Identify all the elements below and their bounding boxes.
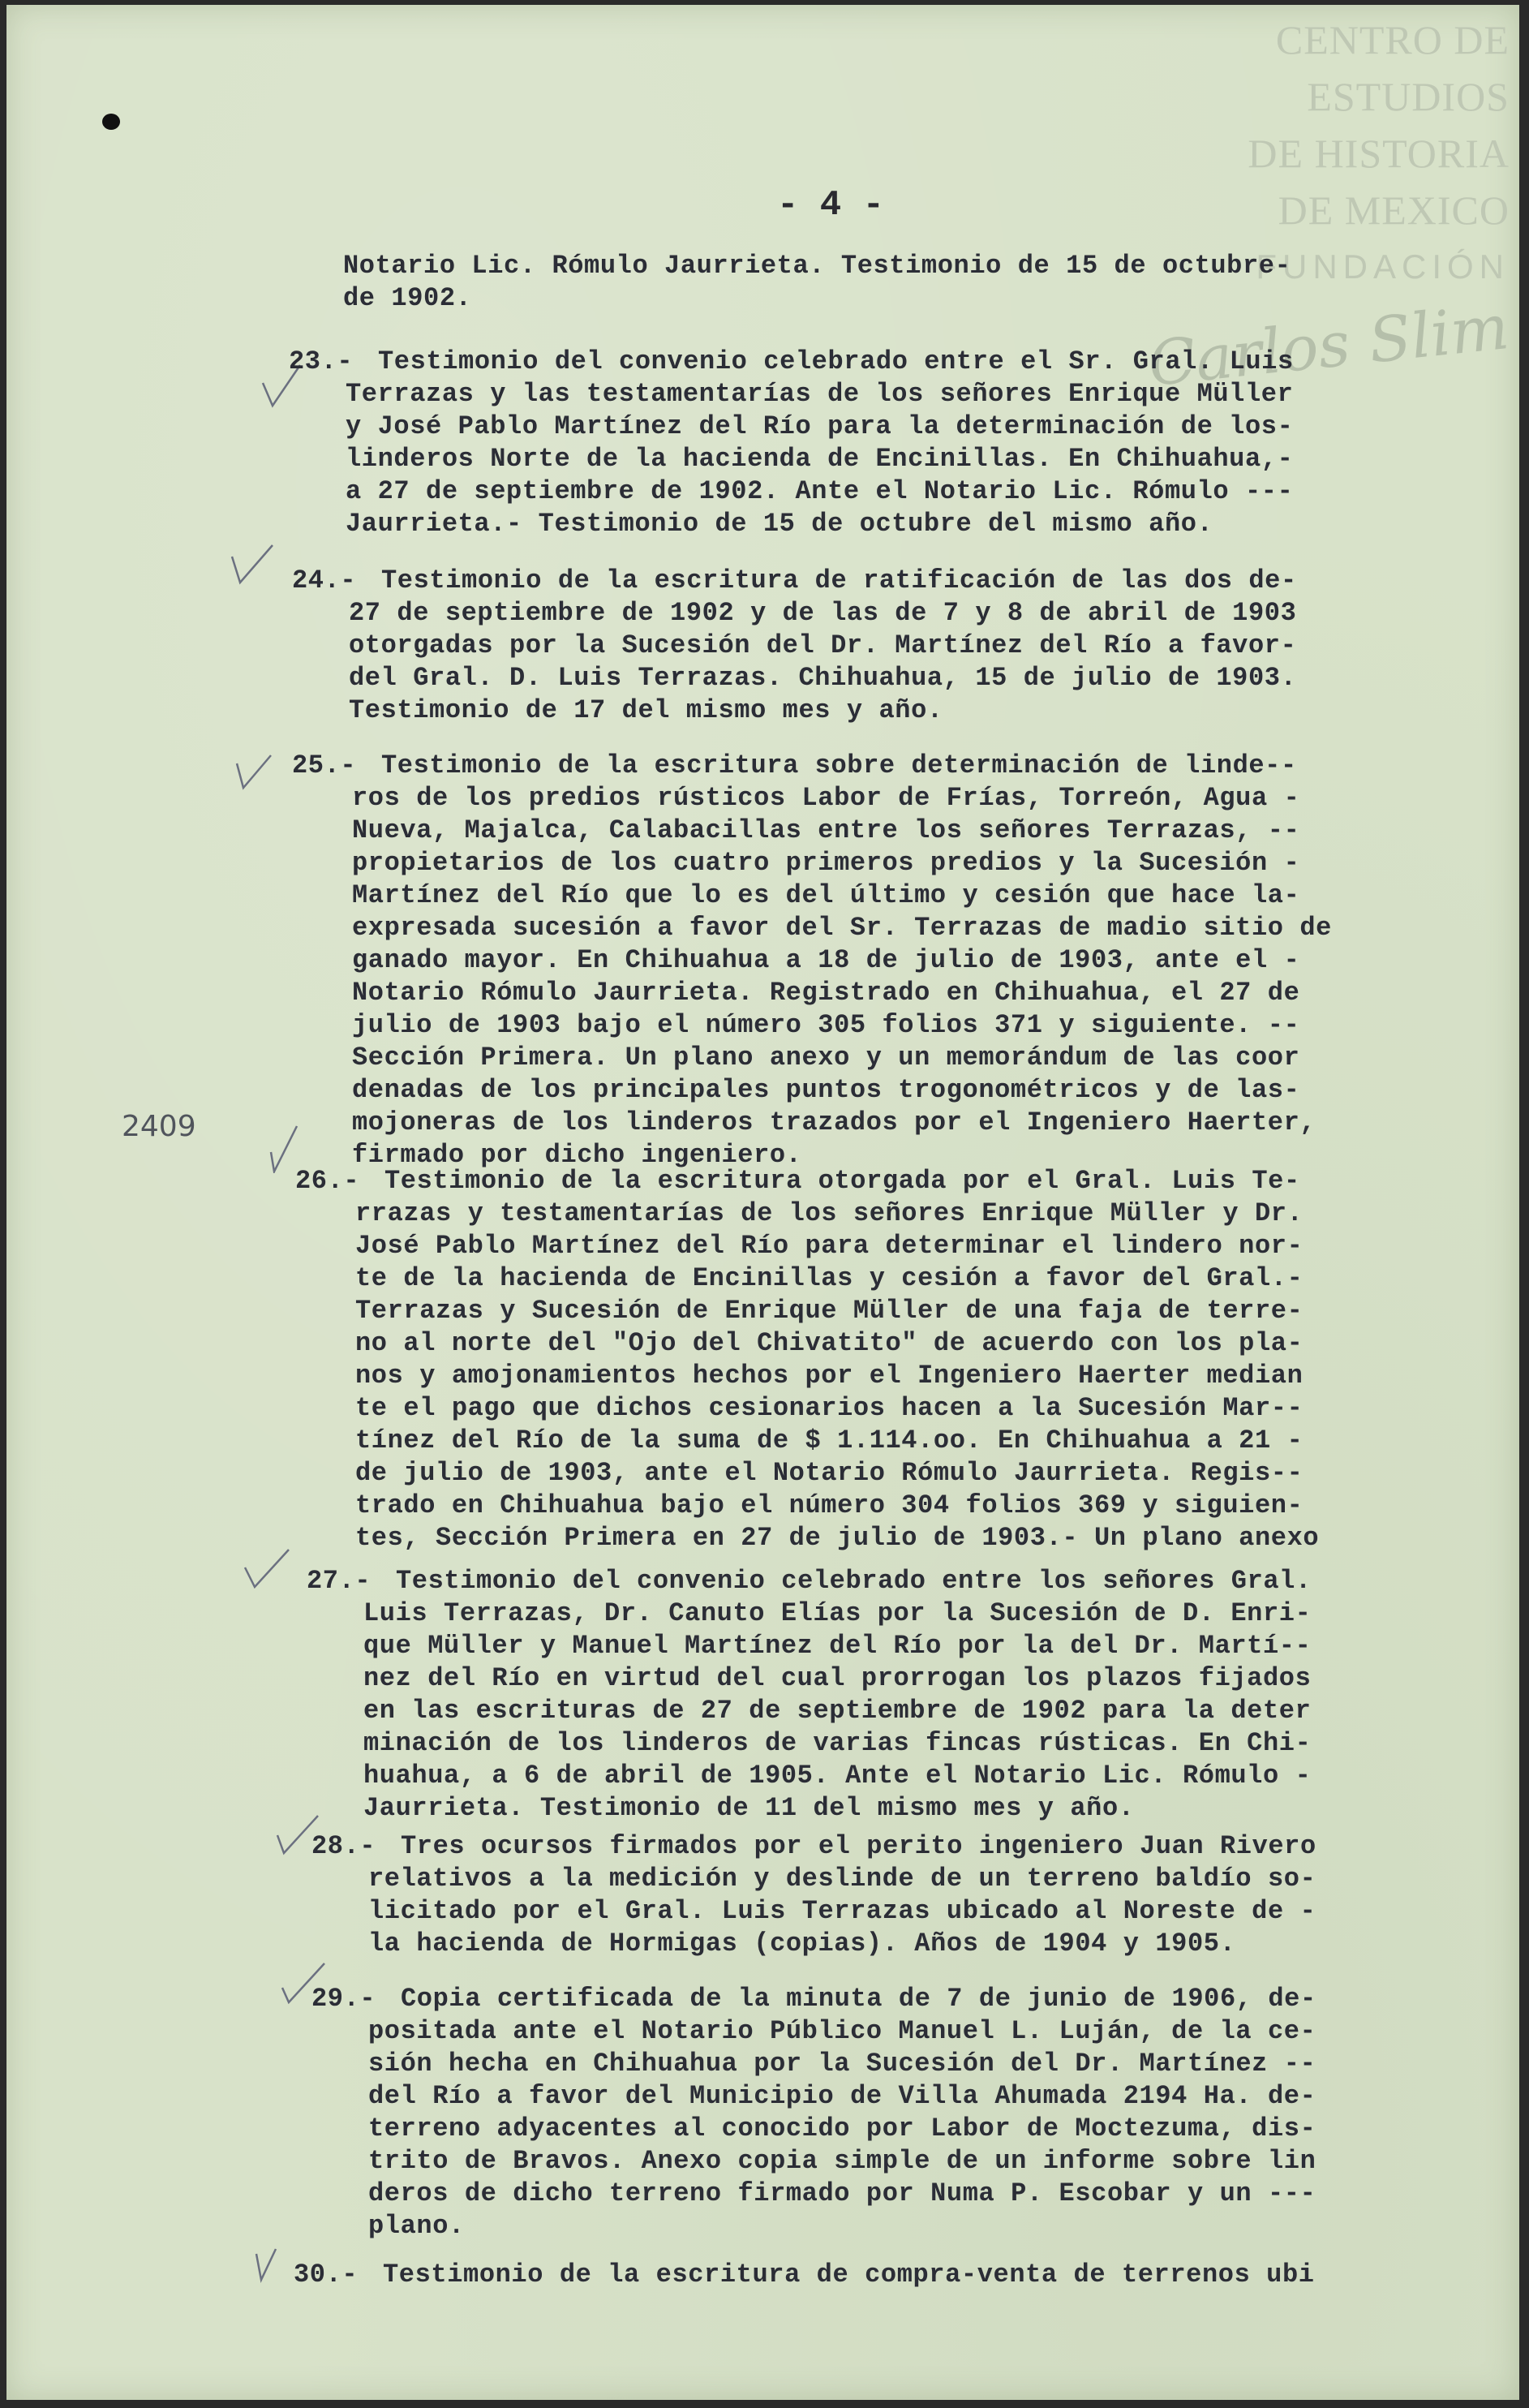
entry-line: Testimonio de la escritura sobre determinación de linde--: [381, 750, 1297, 780]
entry-line: otorgadas por la Sucesión del Dr. Martínez del Río a favor-: [349, 630, 1297, 660]
entry-line: Nueva, Majalca, Calabacillas entre los señores Terrazas, --: [352, 815, 1300, 845]
entry-line: firmado por dicho ingeniero.: [352, 1140, 802, 1170]
lead-in-line: Notario Lic. Rómulo Jaurrieta. Testimonio de 15 de octubre-: [343, 251, 1291, 281]
entry-number: 24.-: [292, 565, 357, 596]
entry-line: propietarios de los cuatro primeros predios y la Sucesión -: [352, 848, 1300, 878]
entry-line: Notario Rómulo Jaurrieta. Registrado en Chihuahua, el 27 de: [352, 978, 1300, 1008]
entry-line: plano.: [368, 2211, 465, 2241]
entry-line: del Gral. D. Luis Terrazas. Chihuahua, 15 de julio de 1903.: [349, 663, 1297, 693]
entry-line: Testimonio del convenio celebrado entre el Sr. Gral. Luis: [378, 346, 1294, 376]
entry-number: 27.-: [307, 1566, 372, 1596]
entry-line: Sección Primera. Un plano anexo y un memorándum de las coor: [352, 1043, 1300, 1073]
entry-line: sión hecha en Chihuahua por la Sucesión del Dr. Martínez --: [368, 2049, 1316, 2079]
entry-line: denadas de los principales puntos trogonométricos y de las-: [352, 1075, 1300, 1105]
entry-line: Testimonio del convenio celebrado entre los señores Gral.: [396, 1566, 1312, 1596]
entry-number: 28.-: [311, 1831, 376, 1861]
entry-line: nez del Río en virtud del cual prorrogan los plazos fijados: [363, 1663, 1312, 1693]
entry-line: nos y amojonamientos hechos por el Ingeniero Haerter median: [355, 1361, 1304, 1391]
entry-line: ros de los predios rústicos Labor de Frías, Torreón, Agua -: [352, 783, 1300, 813]
watermark-line: ESTUDIOS: [1307, 74, 1510, 119]
entry-line: no al norte del "Ojo del Chivatito" de acuerdo con los pla-: [355, 1328, 1304, 1358]
entry-line: huahua, a 6 de abril de 1905. Ante el Notario Lic. Rómulo -: [363, 1761, 1312, 1791]
entry-number: 30.-: [294, 2260, 359, 2290]
entry-line: Tres ocursos firmados por el perito ingeniero Juan Rivero: [401, 1831, 1316, 1861]
entry-line: relativos a la medición y deslinde de un terreno baldío so-: [368, 1864, 1316, 1894]
entry-line: ganado mayor. En Chihuahua a 18 de julio de 1903, ante el -: [352, 945, 1300, 975]
entry-line: la hacienda de Hormigas (copias). Años de 1904 y 1905.: [368, 1929, 1236, 1959]
watermark-line: DE HISTORIA: [1248, 131, 1510, 176]
entry-line: Terrazas y las testamentarías de los señores Enrique Müller: [346, 379, 1294, 409]
watermark-line: FUNDACIÓN: [1256, 247, 1510, 286]
entry-line: 27 de septiembre de 1902 y de las de 7 y 8 de abril de 1903: [349, 598, 1297, 628]
entry-line: de julio de 1903, ante el Notario Rómulo Jaurrieta. Regis--: [355, 1458, 1304, 1488]
entry-line: Jaurrieta. Testimonio de 11 del mismo mes y año.: [363, 1793, 1135, 1823]
entry-number: 29.-: [311, 1984, 376, 2014]
entry-line: linderos Norte de la hacienda de Encinillas. En Chihuahua,-: [346, 444, 1294, 474]
entry-line: en las escrituras de 27 de septiembre de 1902 para la deter: [363, 1696, 1312, 1726]
watermark-line: DE MEXICO: [1278, 187, 1510, 233]
entry-line: minación de los linderos de varias fincas rústicas. En Chi-: [363, 1728, 1312, 1758]
check-mark-icon: [251, 2234, 300, 2283]
check-mark-icon: [230, 747, 279, 796]
check-mark-icon: [242, 1545, 290, 1593]
entry-line: expresada sucesión a favor del Sr. Terrazas de madio sitio de: [352, 913, 1332, 943]
entry-line: Testimonio de la escritura de ratificación de las dos de-: [381, 565, 1297, 596]
entry-line: deros de dicho terreno firmado por Numa P. Escobar y un ---: [368, 2178, 1316, 2208]
entry-line: a 27 de septiembre de 1902. Ante el Notario Lic. Rómulo ---: [346, 476, 1294, 506]
entry-line: te el pago que dichos cesionarios hacen a la Sucesión Mar--: [355, 1393, 1304, 1423]
entry-line: Testimonio de 17 del mismo mes y año.: [349, 695, 943, 725]
watermark-line: CENTRO DE: [1275, 17, 1510, 62]
entry-line: Copia certificada de la minuta de 7 de junio de 1906, de-: [401, 1984, 1316, 2014]
entry-line: licitado por el Gral. Luis Terrazas ubicado al Noreste de -: [368, 1896, 1316, 1926]
check-mark-icon: [227, 540, 276, 589]
entry-line: trado en Chihuahua bajo el número 304 folios 369 y siguien-: [355, 1490, 1304, 1520]
entry-line: Luis Terrazas, Dr. Canuto Elías por la Sucesión de D. Enri-: [363, 1598, 1312, 1628]
entry-line: Terrazas y Sucesión de Enrique Müller de una faja de terre-: [355, 1296, 1304, 1326]
watermark-signature: Carlos Slim: [1145, 290, 1513, 401]
entry-line: y José Pablo Martínez del Río para la determinación de los-: [346, 411, 1294, 441]
entry-line: tes, Sección Primera en 27 de julio de 1903.- Un plano anexo: [355, 1523, 1320, 1553]
entry-number: 23.-: [289, 346, 354, 376]
entry-line: positada ante el Notario Público Manuel L. Luján, de la ce-: [368, 2016, 1316, 2046]
entry-line: Testimonio de la escritura de compra-venta de terrenos ubi: [383, 2260, 1315, 2290]
entry-number: 25.-: [292, 750, 357, 780]
entry-line: te de la hacienda de Encinillas y cesión a favor del Gral.-: [355, 1263, 1304, 1293]
entry-line: trito de Bravos. Anexo copia simple de un informe sobre lin: [368, 2146, 1316, 2176]
entry-line: Testimonio de la escritura otorgada por el Gral. Luis Te-: [384, 1166, 1300, 1196]
entry-line: del Río a favor del Municipio de Villa Ahumada 2194 Ha. de-: [368, 2081, 1316, 2111]
entry-line: José Pablo Martínez del Río para determinar el lindero nor-: [355, 1231, 1304, 1261]
document-page: [6, 5, 1519, 2400]
entry-line: tínez del Río de la suma de $ 1.114.oo. En Chihuahua a 21 -: [355, 1425, 1304, 1456]
entry-line: rrazas y testamentarías de los señores Enrique Müller y Dr.: [355, 1198, 1304, 1228]
page-number: - 4 -: [777, 185, 885, 226]
entry-line: terreno adyacentes al conocido por Labor de Moctezuma, dis-: [368, 2113, 1316, 2144]
entry-line: Jaurrieta.- Testimonio de 15 de octubre del mismo año.: [346, 509, 1213, 539]
entry-number: 26.-: [295, 1166, 360, 1196]
lead-in-line: de 1902.: [343, 283, 472, 313]
entry-line: mojoneras de los linderos trazados por el Ingeniero Haerter,: [352, 1107, 1316, 1137]
entry-line: julio de 1903 bajo el número 305 folios 371 y siguiente. --: [352, 1010, 1300, 1040]
entry-line: que Müller y Manuel Martínez del Río por la del Dr. Martí--: [363, 1631, 1312, 1661]
margin-note: 2409: [122, 1110, 196, 1143]
entry-line: Martínez del Río que lo es del último y cesión que hace la-: [352, 880, 1300, 910]
punch-hole: [102, 114, 120, 130]
